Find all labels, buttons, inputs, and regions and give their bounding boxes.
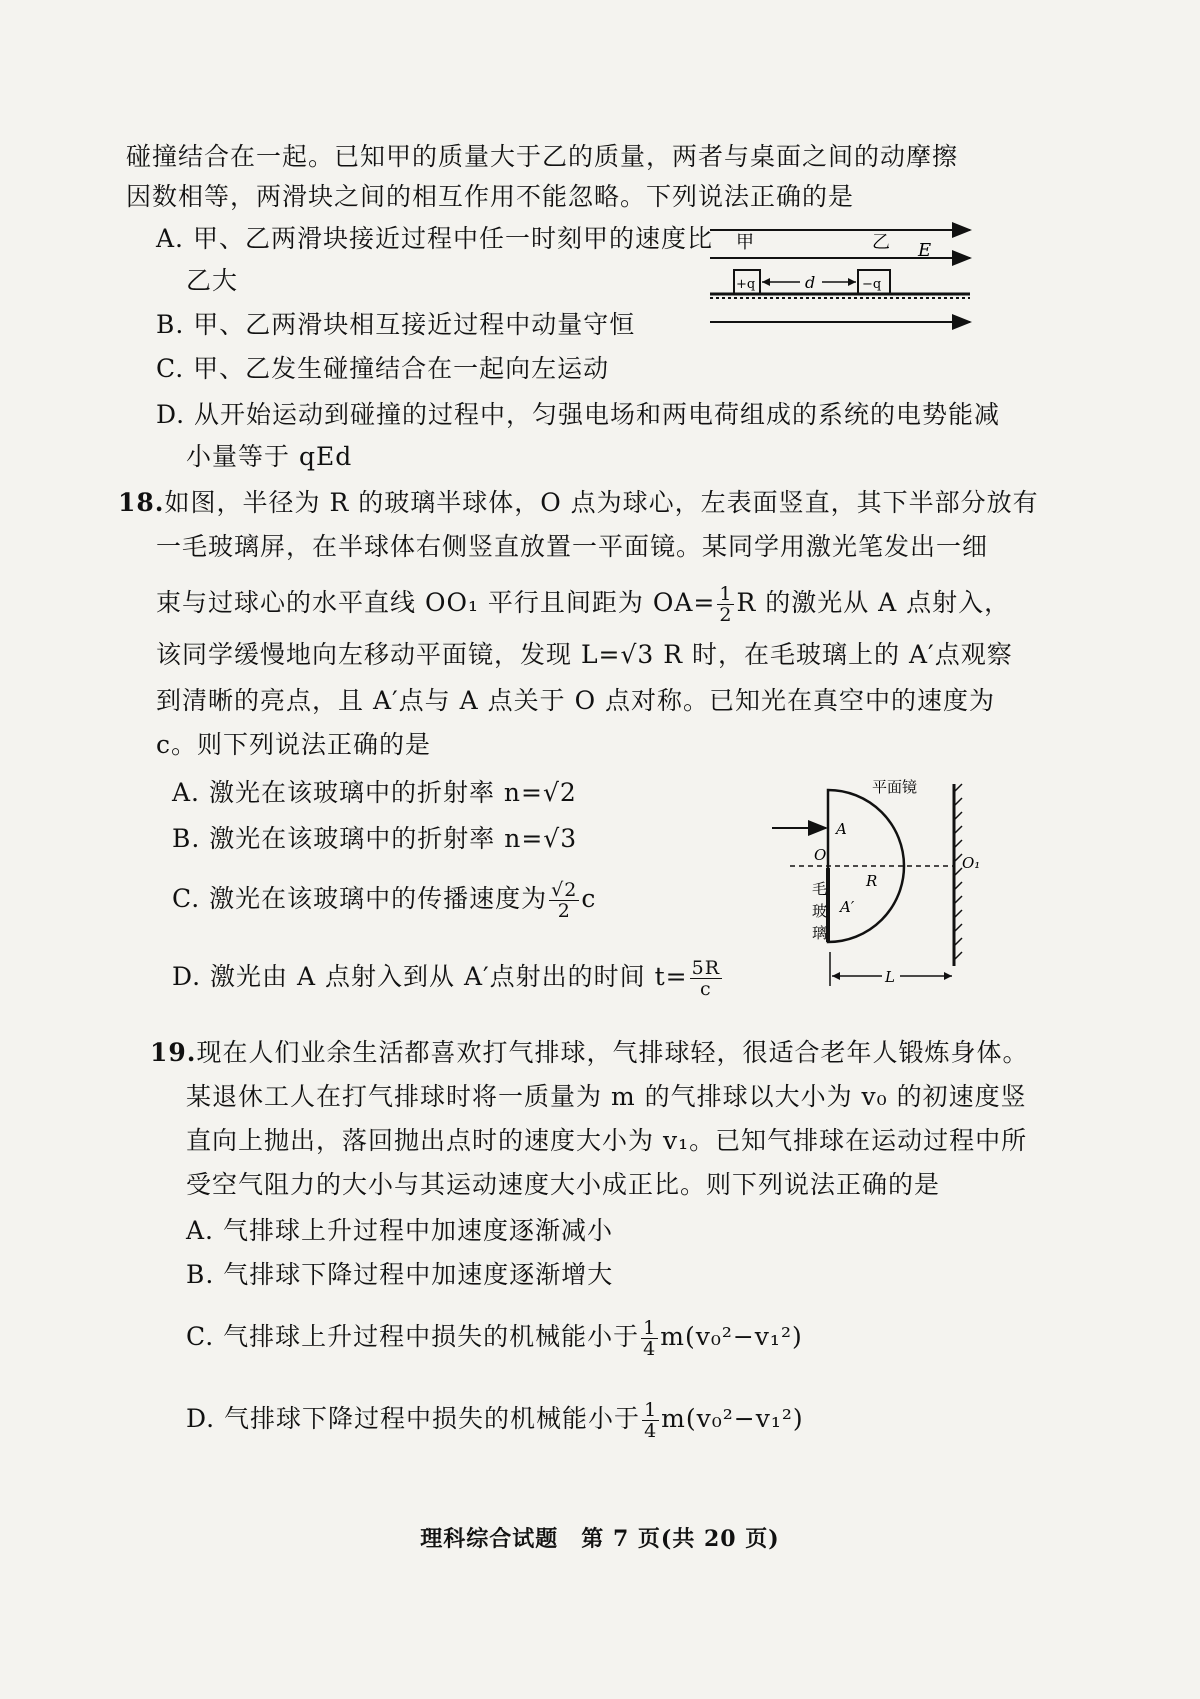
fraction-denominator: 2 xyxy=(557,900,571,922)
q17-option-a-line1: A. 甲、乙两滑块接近过程中任一时刻甲的速度比 xyxy=(156,224,713,253)
q17-option-c: C. 甲、乙发生碰撞结合在一起向左运动 xyxy=(156,354,610,383)
fraction-denominator: 4 xyxy=(643,1338,657,1360)
q18-line1 xyxy=(118,486,1039,520)
q19-option-c-post: m(v₀²−v₁²) xyxy=(660,1322,803,1351)
q19-line1-text: 现在人们业余生活都喜欢打气排球，气排球轻，很适合老年人锻炼身体。 xyxy=(196,1038,1029,1067)
q19-option-c-fraction xyxy=(641,1318,658,1359)
fraction-numerator: √2 xyxy=(551,879,578,901)
q18-line1-text: 如图，半径为 R 的玻璃半球体，O 点为球心，左表面竖直，其下半部分放有 xyxy=(164,488,1039,517)
q18-line5: 到清晰的亮点，且 A′点与 A 点关于 O 点对称。已知光在真空中的速度为 xyxy=(156,686,996,715)
q19-option-b: B. 气排球下降过程中加速度逐渐增大 xyxy=(186,1260,614,1289)
q19-option-a: A. 气排球上升过程中加速度逐渐减小 xyxy=(186,1216,613,1245)
q18-line3-post: R 的激光从 A 点射入， xyxy=(736,588,1011,617)
q18-line4: 该同学缓慢地向左移动平面镜，发现 L=√3 R 时，在毛玻璃上的 A′点观察 xyxy=(156,640,1013,669)
label-plus-q: +q xyxy=(736,277,756,292)
q18-option-b: B. 激光在该玻璃中的折射率 n=√3 xyxy=(172,824,578,853)
fraction-numerator: 1 xyxy=(643,1317,657,1339)
label-O: O xyxy=(814,846,827,864)
q18-option-d xyxy=(172,958,724,999)
fraction-denominator: 4 xyxy=(644,1420,658,1442)
label-jia: 甲 xyxy=(736,232,754,253)
q19-option-d-post: m(v₀²−v₁²) xyxy=(661,1404,804,1433)
label-mao: 毛 xyxy=(812,880,828,898)
label-yi: 乙 xyxy=(872,232,890,253)
fraction-denominator: 2 xyxy=(719,604,733,626)
q18-line3-fraction xyxy=(717,584,734,625)
q18-figure xyxy=(770,776,990,1004)
q19-line2: 某退休工人在打气排球时将一质量为 m 的气排球以大小为 v₀ 的初速度竖 xyxy=(186,1082,1027,1111)
q17-intro-line2: 因数相等，两滑块之间的相互作用不能忽略。下列说法正确的是 xyxy=(126,182,855,211)
q18-option-d-fraction xyxy=(690,958,722,999)
q19-line3: 直向上抛出，落回抛出点时的速度大小为 v₁。已知气排球在运动过程中所 xyxy=(186,1126,1028,1155)
q18-line3 xyxy=(156,584,1010,625)
q17-option-b: B. 甲、乙两滑块相互接近过程中动量守恒 xyxy=(156,310,636,339)
q17-figure xyxy=(700,218,980,338)
q18-option-c xyxy=(172,880,596,921)
q19-option-d xyxy=(186,1400,804,1441)
q19-option-c-pre: C. 气排球上升过程中损失的机械能小于 xyxy=(186,1322,640,1351)
label-d: d xyxy=(805,273,816,292)
q19-number: 19. xyxy=(150,1038,197,1067)
label-E: E xyxy=(918,240,932,261)
fraction-denominator: c xyxy=(700,978,712,1000)
fraction-numerator: 1 xyxy=(719,583,733,605)
label-minus-q: −q xyxy=(862,277,882,292)
q19-option-d-pre: D. 气排球下降过程中损失的机械能小于 xyxy=(186,1404,641,1433)
q18-number: 18. xyxy=(118,488,165,517)
q18-option-d-pre: D. 激光由 A 点射入到从 A′点射出的时间 t= xyxy=(172,962,688,991)
q17-option-d-line2: 小量等于 qEd xyxy=(186,442,353,471)
label-mirror: 平面镜 xyxy=(872,778,918,796)
q18-line3-pre: 束与过球心的水平直线 OO₁ 平行且间距为 OA= xyxy=(156,588,716,617)
q18-option-c-fraction xyxy=(549,880,579,921)
q17-intro-line1: 碰撞结合在一起。已知甲的质量大于乙的质量，两者与桌面之间的动摩擦 xyxy=(126,142,959,171)
label-O1: O₁ xyxy=(962,854,981,872)
q18-line6: c。则下列说法正确的是 xyxy=(156,730,432,759)
label-A-prime: A′ xyxy=(840,898,855,916)
q17-option-d-line1: D. 从开始运动到碰撞的过程中，匀强电场和两电荷组成的系统的电势能减 xyxy=(156,400,1001,429)
q17-option-a-line2: 乙大 xyxy=(186,266,239,295)
q19-option-c xyxy=(186,1318,803,1359)
q18-option-c-post: c xyxy=(581,884,597,913)
q19-option-d-fraction xyxy=(642,1400,659,1441)
fraction-numerator: 1 xyxy=(644,1399,658,1421)
page-footer: 理科综合试题 第 7 页(共 20 页) xyxy=(420,1526,780,1552)
label-li: 璃 xyxy=(812,924,828,942)
label-L: L xyxy=(885,968,895,986)
q19-line1 xyxy=(150,1036,1029,1070)
q18-line2: 一毛玻璃屏，在半球体右侧竖直放置一平面镜。某同学用激光笔发出一细 xyxy=(156,532,989,561)
fraction-numerator: 5R xyxy=(691,957,721,979)
q18-option-a: A. 激光在该玻璃中的折射率 n=√2 xyxy=(172,778,577,807)
label-R: R xyxy=(866,872,878,890)
q19-line4: 受空气阻力的大小与其运动速度大小成正比。则下列说法正确的是 xyxy=(186,1170,941,1199)
q18-option-c-pre: C. 激光在该玻璃中的传播速度为 xyxy=(172,884,548,913)
label-bo: 玻 xyxy=(812,902,828,920)
label-A: A xyxy=(836,820,847,838)
